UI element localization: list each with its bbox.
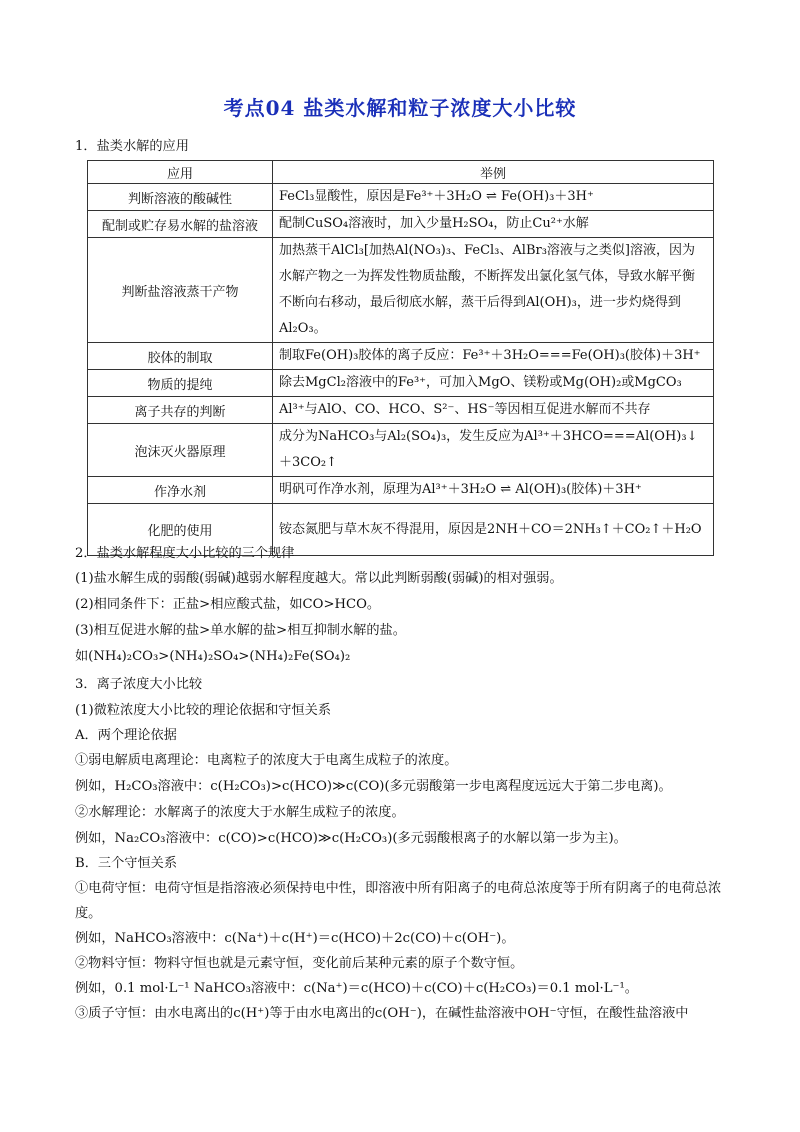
table-cell-application: 离子共存的判断 (88, 397, 273, 424)
table-header-cell: 应用 (88, 161, 273, 184)
table-cell-example: 除去MgCl₂溶液中的Fe³⁺，可加入MgO、镁粉或Mg(OH)₂或MgCO₃ (273, 370, 714, 397)
paragraph: 例如，Na₂CO₃溶液中：c(CO)>c(HCO)≫c(H₂CO₃)(多元弱酸根离子的水解以第一步为主)。 (75, 831, 627, 846)
table-row (88, 238, 714, 343)
table-cell-application: 判断溶液的酸碱性 (88, 184, 273, 211)
paragraph: ②水解理论：水解离子的浓度大于水解生成粒子的浓度。 (75, 805, 405, 820)
table-cell-application: 泡沫灭火器原理 (88, 424, 273, 477)
table-cell-example: 明矾可作净水剂，原理为Al³⁺＋3H₂O ⇌ Al(OH)₃(胶体)＋3H⁺ (273, 477, 714, 504)
table-cell-example: 成分为NaHCO₃与Al₂(SO₄)₃，发生反应为Al³⁺＋3HCO===Al(OH)₃↓＋3CO₂↑ (273, 424, 714, 477)
table-cell-example: 加热蒸干AlCl₃[加热Al(NO₃)₃、FeCl₃、AlBr₃溶液与之类似]溶液，因为水解产物之一为挥发性物质盐酸，不断挥发出氯化氢气体，导致水解平衡不断向右移动，最后彻底水解，蒸干后得到Al(OH)₃，进一步灼烧得到Al₂O₃。 (273, 238, 714, 343)
table-cell-application: 物质的提纯 (88, 370, 273, 397)
paragraph: (3)相互促进水解的盐>单水解的盐>相互抑制水解的盐。 (75, 623, 406, 638)
section-2-heading: 2．盐类水解程度大小比较的三个规律 (75, 546, 295, 561)
page-title: 考点04 盐类水解和粒子浓度大小比较 (223, 96, 577, 120)
table-row (88, 397, 714, 424)
table-cell-application: 胶体的制取 (88, 343, 273, 370)
paragraph: 例如，H₂CO₃溶液中：c(H₂CO₃)>c(HCO)≫c(CO)(多元弱酸第一步电离程度远远大于第二步电离)。 (75, 779, 672, 794)
subheading: A．两个理论依据 (75, 728, 177, 743)
section-3-heading: 3．离子浓度大小比较 (75, 677, 203, 692)
hydrolysis-application-table (87, 160, 714, 556)
table-header-cell: 举例 (273, 161, 714, 184)
table-cell-application: 判断盐溶液蒸干产物 (88, 238, 273, 343)
paragraph: 如(NH₄)₂CO₃>(NH₄)₂SO₄>(NH₄)₂Fe(SO₄)₂ (75, 649, 351, 664)
paragraph: ①电荷守恒：电荷守恒是指溶液必须保持电中性，即溶液中所有阳离子的电荷总浓度等于所有阴离子的电荷总浓度。 (75, 881, 722, 921)
table-cell-example: 配制CuSO₄溶液时，加入少量H₂SO₄，防止Cu²⁺水解 (273, 211, 714, 238)
subheading: B．三个守恒关系 (75, 856, 178, 871)
section-1-heading: 1．盐类水解的应用 (75, 139, 189, 154)
table-row (88, 424, 714, 477)
paragraph: (1)盐水解生成的弱酸(弱碱)越弱水解程度越大。常以此判断弱酸(弱碱)的相对强弱。 (75, 571, 563, 586)
paragraph: (2)相同条件下：正盐>相应酸式盐，如CO>HCO。 (75, 597, 381, 612)
paragraph: ③质子守恒：由水电离出的c(H⁺)等于由水电离出的c(OH⁻)，在碱性盐溶液中OH⁻守恒，在酸性盐溶液中 (75, 1006, 689, 1021)
table-row (88, 477, 714, 504)
table-row (88, 370, 714, 397)
table-cell-application: 作净水剂 (88, 477, 273, 504)
table-cell-application: 配制或贮存易水解的盐溶液 (88, 211, 273, 238)
table-row (88, 184, 714, 211)
paragraph: 例如，0.1 mol·L⁻¹ NaHCO₃溶液中：c(Na⁺)＝c(HCO)＋c(CO)＋c(H₂CO₃)＝0.1 mol·L⁻¹。 (75, 981, 638, 996)
paragraph: ②物料守恒：物料守恒也就是元素守恒，变化前后某种元素的原子个数守恒。 (75, 956, 524, 971)
table-cell-example: FeCl₃显酸性，原因是Fe³⁺＋3H₂O ⇌ Fe(OH)₃＋3H⁺ (273, 184, 714, 211)
table-cell-example: 铵态氮肥与草木灰不得混用，原因是2NH＋CO＝2NH₃↑＋CO₂↑＋H₂O (273, 504, 714, 556)
table-row (88, 211, 714, 238)
paragraph: 例如，NaHCO₃溶液中：c(Na⁺)＋c(H⁺)＝c(HCO)＋2c(CO)＋c(OH⁻)。 (75, 931, 515, 946)
table-cell-example: 制取Fe(OH)₃胶体的离子反应：Fe³⁺＋3H₂O===Fe(OH)₃(胶体)＋3H⁺ (273, 343, 714, 370)
table-cell-example: Al³⁺与AlO、CO、HCO、S²⁻、HS⁻等因相互促进水解而不共存 (273, 397, 714, 424)
paragraph: (1)微粒浓度大小比较的理论依据和守恒关系 (75, 703, 332, 718)
table-cell-application: 化肥的使用 (88, 504, 273, 556)
paragraph: ①弱电解质电离理论：电离粒子的浓度大于电离生成粒子的浓度。 (75, 753, 458, 768)
table-header-row (88, 161, 714, 184)
table-row (88, 343, 714, 370)
